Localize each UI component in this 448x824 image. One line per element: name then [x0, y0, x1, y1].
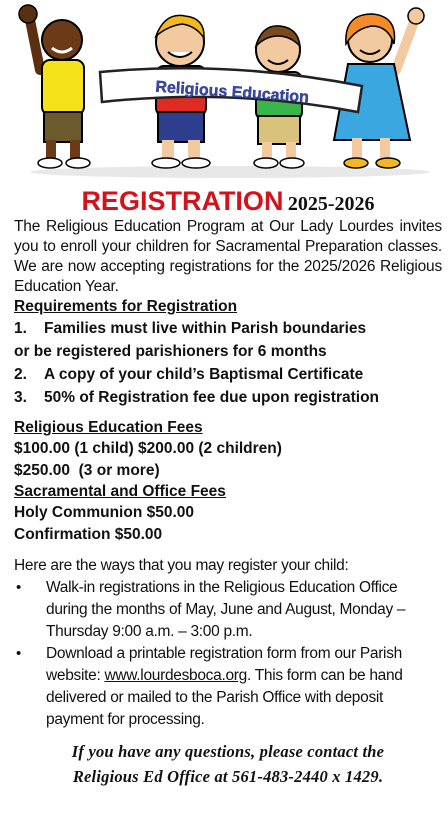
- download-text-end: . This form can be hand delivered or mailed to the Parish Office with deposit payment for processing.: [46, 667, 403, 728]
- title-word: REGISTRATION: [81, 186, 284, 216]
- page-title: [14, 185, 442, 217]
- requirement-number: 2.: [14, 366, 27, 383]
- intro-paragraph: The Religious Education Program at Our Lady Lourdes invites you to enroll your children for Sacramental Preparation classes. We are now accepting registrations for the 2025/2026 Religious Education Year.: [14, 218, 442, 295]
- requirement-text: Families must live within Parish boundaries: [44, 320, 367, 337]
- parish-website-link[interactable]: www.lourdesboca.org: [104, 667, 247, 684]
- sacramental-heading: Sacramental and Office Fees: [14, 483, 226, 500]
- banner-text: Religious Education: [154, 78, 310, 107]
- walkin-text: Walk-in registrations in the Religious Education Office during the months of May, June and August, Monday – Thursday 9:00 a.m. – 3:00 p.m.: [46, 579, 406, 640]
- requirement-item-1: [14, 317, 442, 340]
- download-text-start: Download a printable registration form from our Parish website:: [46, 645, 402, 684]
- registration-flyer: [14, 185, 442, 789]
- list-item-walkin: [14, 577, 442, 643]
- requirement-text: 50% of Registration fee due upon registration: [44, 389, 380, 406]
- ways-intro: Here are the ways that you may register your child:: [14, 557, 349, 574]
- holy-communion-fee: Holy Communion $50.00: [14, 504, 195, 521]
- banner: [100, 68, 362, 112]
- requirement-item-1-continued: or be registered parishioners for 6 months: [14, 343, 327, 360]
- closing-line-2: Religious Ed Office at 561-483-2440 x 1429.: [72, 767, 384, 786]
- requirement-text: A copy of your child’s Baptismal Certificate: [44, 366, 364, 383]
- kid-yellow-shirt: [19, 5, 90, 168]
- requirement-item-3: [14, 386, 442, 409]
- bullet-icon: •: [16, 579, 21, 596]
- requirements-heading: Requirements for Registration: [14, 298, 238, 315]
- bullet-icon: •: [16, 645, 21, 662]
- fees-heading: Religious Education Fees: [14, 419, 203, 436]
- requirement-item-2: [14, 363, 442, 386]
- closing-line-1: If you have any questions, please contact the: [71, 742, 385, 761]
- religious-education-clipart: [0, 0, 448, 185]
- list-item-download: [14, 643, 442, 731]
- confirmation-fee: Confirmation $50.00: [14, 526, 163, 543]
- title-year: 2025-2026: [287, 193, 375, 215]
- fees-line-2: $250.00 (3 or more): [14, 462, 160, 479]
- fees-line-1: $100.00 (1 child) $200.00 (2 children): [14, 440, 282, 457]
- requirement-number: 1.: [14, 320, 27, 337]
- requirement-number: 3.: [14, 389, 27, 406]
